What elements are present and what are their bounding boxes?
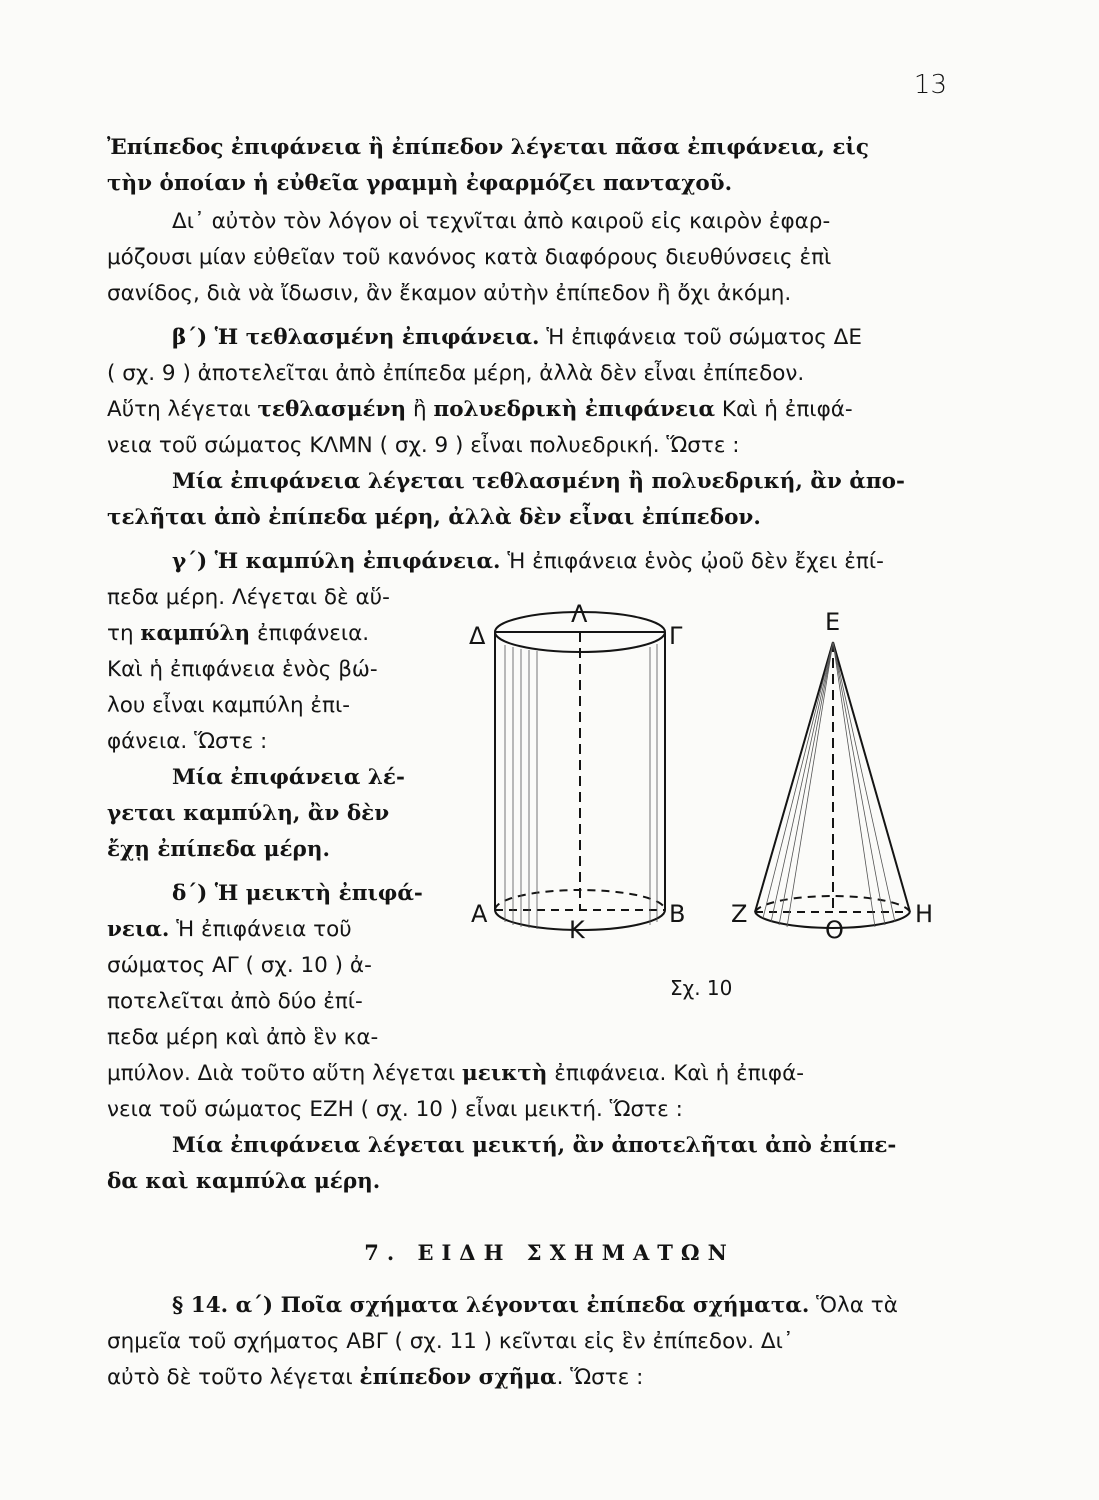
label-epsilon: Ε [825, 608, 841, 636]
line: πεδα μέρη καὶ ἀπὸ ἓν κα- [107, 1025, 379, 1050]
line [107, 392, 947, 428]
line [107, 1360, 947, 1396]
line: σανίδος, διὰ νὰ ἴδωσιν, ἂν ἔκαμον αὐτὴν ἐπίπεδον ἢ ὄχι ἀκόμη. [107, 281, 792, 306]
line: ( σχ. 9 ) ἀποτελεῖται ἀπὸ ἐπίπεδα μέρη, ἀλλὰ δὲν εἶναι ἐπίπεδον. [107, 361, 805, 386]
term: μεικτὴ [462, 1061, 548, 1086]
line [107, 912, 437, 948]
line: νεια τοῦ σώματος ΚΛΜΝ ( σχ. 9 ) εἶναι πολυεδρική. Ὥστε : [107, 433, 740, 458]
line: Καὶ ἡ ἐπιφάνεια ἑνὸς βώ- [107, 657, 378, 682]
line: Ἐπίπεδος ἐπιφάνεια ἢ ἐπίπεδον λέγεται πᾶσα ἐπιφάνεια, εἰς [107, 135, 869, 160]
label-zeta: Ζ [731, 900, 748, 928]
line [172, 1288, 1012, 1324]
section-title: γ΄) Ἡ καμπύλη ἐπιφάνεια. [172, 549, 501, 574]
line: σώματος ΑΓ ( σχ. 10 ) ἀ- [107, 953, 372, 978]
line: Μία ἐπιφάνεια λέ- [172, 765, 405, 790]
line [107, 616, 437, 652]
line [172, 320, 1012, 356]
label-lambda: Λ [571, 600, 588, 628]
figure-10 [465, 600, 985, 1020]
page-number: 13 [913, 70, 947, 100]
label-beta: Β [669, 900, 686, 928]
label-omicron: Ο [825, 916, 844, 944]
line: νεια τοῦ σώματος ΕΖΗ ( σχ. 10 ) εἶναι μεικτή. Ὥστε : [107, 1097, 683, 1122]
line [172, 544, 1012, 580]
line: λου εἶναι καμπύλη ἐπι- [107, 693, 351, 718]
text: Ἡ ἐπιφάνεια ἑνὸς ᾠοῦ δὲν ἔχει ἐπί- [500, 549, 884, 574]
text: Καὶ ἡ ἐπιφά- [715, 397, 853, 422]
text: ἐπιφάνεια. [250, 621, 370, 646]
term: ἐπίπεδον σχῆμα [359, 1365, 557, 1390]
term: τεθλασμένη [257, 397, 407, 422]
section-title: β΄) Ἡ τεθλασμένη ἐπιφάνεια. [172, 325, 540, 350]
section-title: § 14. α΄) Ποῖα σχήματα λέγονται ἐπίπεδα σχήματα. [172, 1293, 810, 1318]
line: Δι᾽ αὐτὸν τὸν λόγον οἱ τεχνῖται ἀπὸ καιροῦ εἰς καιρὸν ἐφαρ- [172, 209, 831, 234]
label-alpha: Α [471, 900, 488, 928]
line: μόζουσι μίαν εὐθεῖαν τοῦ κανόνος κατὰ διαφόρους διευθύνσεις ἐπὶ [107, 245, 832, 270]
text: Ἡ ἐπιφάνεια τοῦ σώματος ΔΕ [539, 325, 862, 350]
text: Ἡ ἐπιφάνεια τοῦ [169, 917, 352, 942]
line: Μία ἐπιφάνεια λέγεται μεικτή, ἂν ἀποτελῆται ἀπὸ ἐπίπε- [172, 1133, 897, 1158]
label-delta: Δ [469, 622, 486, 650]
line: δα καὶ καμπύλα μέρη. [107, 1169, 381, 1194]
text: Ὅλα τὰ [809, 1293, 898, 1318]
line: πεδα μέρη. Λέγεται δὲ αὕ- [107, 585, 390, 610]
line: τελῆται ἀπὸ ἐπίπεδα μέρη, ἀλλὰ δὲν εἶναι ἐπίπεδον. [107, 505, 761, 530]
line: δ΄) Ἡ μεικτὴ ἐπιφά- [172, 881, 423, 906]
text: τη [107, 621, 141, 646]
line: ποτελεῖται ἀπὸ δύο ἐπί- [107, 989, 363, 1014]
section-heading: 7. ΕΙΔΗ ΣΧΗΜΑΤΩΝ [364, 1240, 735, 1265]
line: φάνεια. Ὥστε : [107, 729, 268, 754]
text: ἢ [406, 397, 434, 422]
line: Μία ἐπιφάνεια λέγεται τεθλασμένη ἢ πολυεδρική, ἂν ἀπο- [172, 469, 905, 494]
term: καμπύλη [140, 621, 251, 646]
text: μπύλον. Διὰ τοῦτο αὕτη λέγεται [107, 1061, 463, 1086]
term: νεια. [107, 917, 170, 942]
line: γεται καμπύλη, ἂν δὲν [107, 801, 390, 826]
label-kappa: Κ [569, 916, 585, 944]
cylinder [495, 612, 665, 930]
line [107, 1056, 947, 1092]
text: Αὕτη λέγεται [107, 397, 258, 422]
figure-caption: Σχ. 10 [670, 976, 733, 1000]
text: αὐτὸ δὲ τοῦτο λέγεται [107, 1365, 360, 1390]
label-eta: Η [915, 900, 934, 928]
line: σημεῖα τοῦ σχήματος ΑΒΓ ( σχ. 11 ) κεῖνται εἰς ἓν ἐπίπεδον. Δι᾽ [107, 1329, 794, 1354]
text: . Ὥστε : [556, 1365, 644, 1390]
line: τὴν ὁποίαν ἡ εὐθεῖα γραμμὴ ἐφαρμόζει πανταχοῦ. [107, 171, 733, 196]
cone [755, 642, 910, 928]
label-gamma: Γ [669, 622, 683, 650]
term: πολυεδρικὴ ἐπιφάνεια [433, 397, 716, 422]
cone-right-edge [833, 642, 910, 912]
cone-left-edge [755, 642, 833, 912]
cone-shading [763, 642, 895, 927]
line: ἔχῃ ἐπίπεδα μέρη. [107, 837, 330, 862]
text: ἐπιφάνεια. Καὶ ἡ ἐπιφά- [547, 1061, 805, 1086]
